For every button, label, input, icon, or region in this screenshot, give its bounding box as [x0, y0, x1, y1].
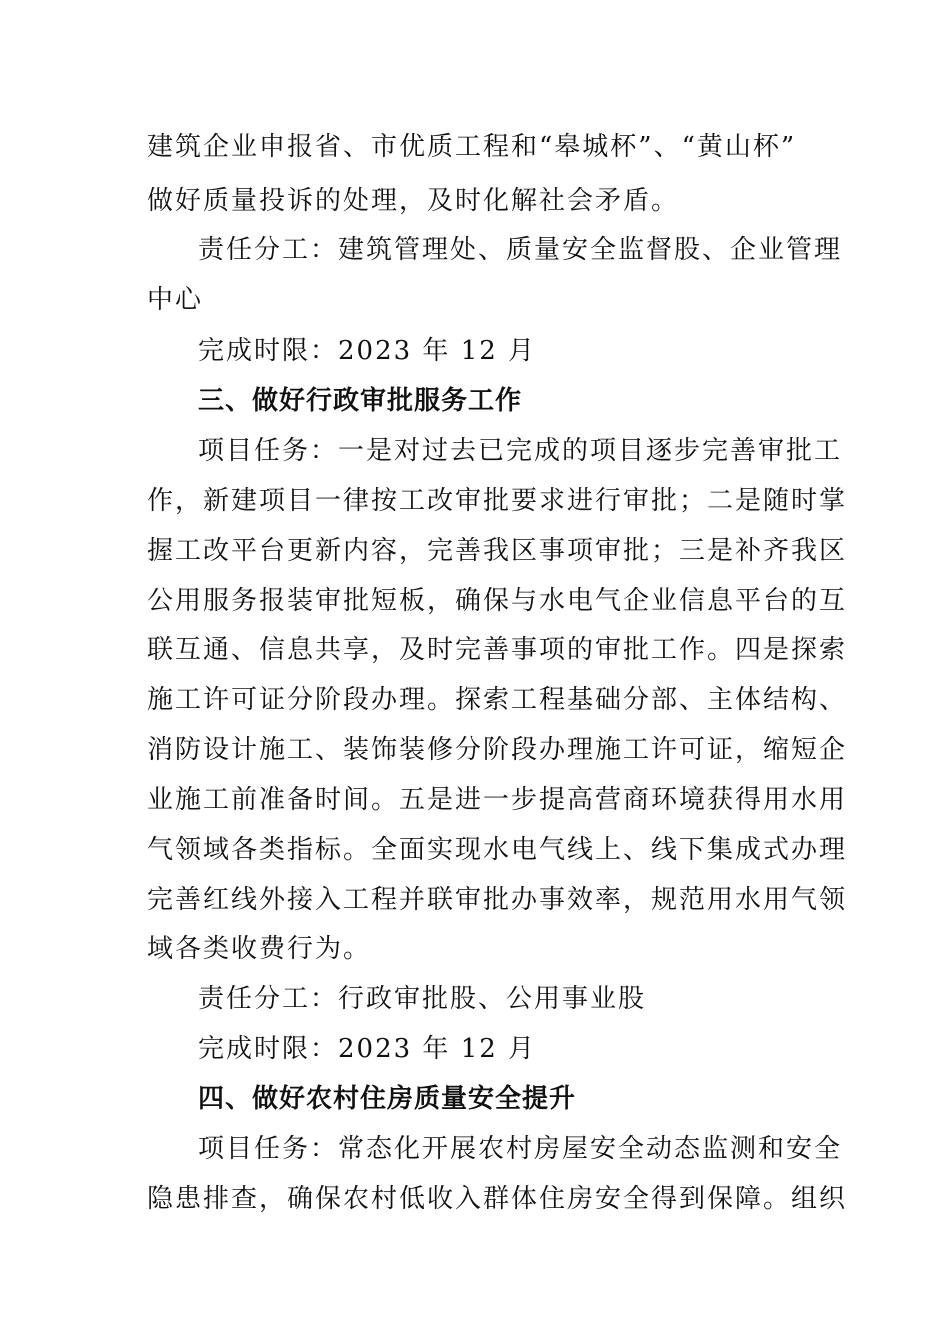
body-text-line: 气领域各类指标。全面实现水电气线上、线下集成式办理	[147, 835, 848, 865]
section-heading: 三、做好行政审批服务工作	[198, 386, 523, 416]
deadline-line: 完成时限：2023 年 12 月	[198, 1034, 537, 1064]
body-text-line: 公用服务报装审批短板，确保与水电气企业信息平台的互	[147, 586, 848, 616]
section-heading: 四、做好农村住房质量安全提升	[198, 1084, 577, 1114]
body-text-line: 握工改平台更新内容，完善我区事项审批；三是补齐我区	[147, 536, 848, 566]
responsibility-line: 责任分工：行政审批股、公用事业股	[198, 984, 647, 1014]
body-text-line: 完善红线外接入工程并联审批办事效率，规范用水用气领	[147, 885, 848, 915]
body-text-line: 消防设计施工、装饰装修分阶段办理施工许可证，缩短企	[147, 735, 848, 765]
body-text-line: 做好质量投诉的处理，及时化解社会矛盾。	[147, 186, 680, 216]
body-text-line: 施工许可证分阶段办理。探索工程基础分部、主体结构、	[147, 685, 848, 715]
body-text-line: 联互通、信息共享，及时完善事项的审批工作。四是探索	[147, 635, 848, 665]
task-line: 项目任务：一是对过去已完成的项目逐步完善审批工	[198, 436, 843, 466]
body-text-line: 域各类收费行为。	[147, 934, 372, 964]
body-text-line: 作，新建项目一律按工改审批要求进行审批；二是随时掌	[147, 486, 848, 516]
task-line: 项目任务：常态化开展农村房屋安全动态监测和安全	[198, 1134, 843, 1164]
deadline-line: 完成时限：2023 年 12 月	[198, 336, 537, 366]
responsibility-line: 责任分工：建筑管理处、质量安全监督股、企业管理	[198, 235, 843, 265]
body-text-line: 中心	[147, 285, 204, 315]
body-text-line: 业施工前准备时间。五是进一步提高营商环境获得用水用	[147, 785, 848, 815]
body-text-line: 隐患排查，确保农村低收入群体住房安全得到保障。组织	[147, 1184, 848, 1214]
body-text-line: 建筑企业申报省、市优质工程和“皋城杯”、“黄山杯”	[147, 132, 797, 162]
